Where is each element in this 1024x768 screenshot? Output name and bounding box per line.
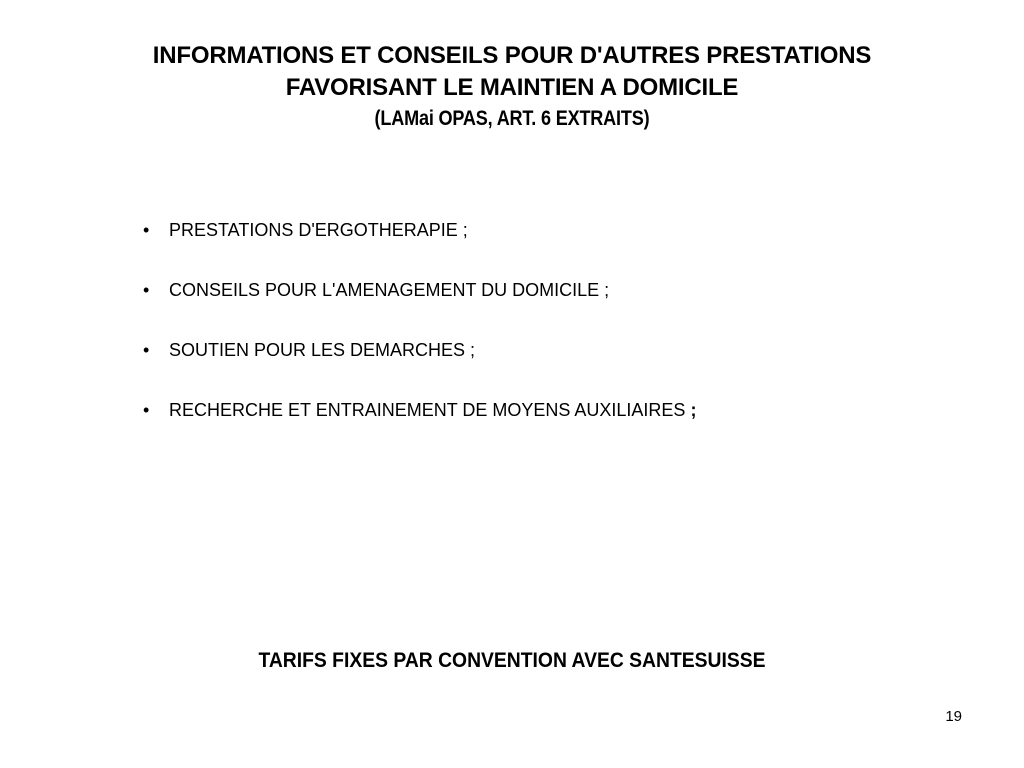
bullet-text	[169, 395, 696, 425]
list-item	[143, 395, 696, 455]
bullet-text: SOUTIEN POUR LES DEMARCHES ;	[169, 340, 476, 360]
page-number: 19	[945, 708, 962, 725]
title-line-3: (LAMai OPAS, ART. 6 EXTRAITS)	[374, 107, 650, 130]
bullet-icon: •	[143, 220, 150, 240]
list-item	[143, 275, 696, 335]
list-item	[143, 215, 696, 275]
bullet-icon: •	[143, 340, 150, 360]
bullet-text: CONSEILS POUR L'AMENAGEMENT DU DOMICILE ;	[169, 280, 610, 300]
slide-title	[40, 40, 984, 134]
bullet-list	[143, 215, 696, 455]
bullet-text: PRESTATIONS D'ERGOTHERAPIE ;	[169, 220, 468, 240]
bullet-icon: •	[143, 400, 150, 420]
bullet-text-main: RECHERCHE ET ENTRAINEMENT DE MOYENS AUXILIAIRES	[169, 400, 686, 420]
title-line-2: FAVORISANT LE MAINTIEN A DOMICILE	[285, 74, 739, 101]
title-line-1: INFORMATIONS ET CONSEILS POUR D'AUTRES PRESTATIONS	[152, 42, 872, 69]
bullet-icon: •	[143, 280, 150, 300]
list-item	[143, 335, 696, 395]
footer-note: TARIFS FIXES PAR CONVENTION AVEC SANTESUISSE	[258, 649, 766, 672]
bullet-text-suffix: ;	[690, 400, 697, 420]
